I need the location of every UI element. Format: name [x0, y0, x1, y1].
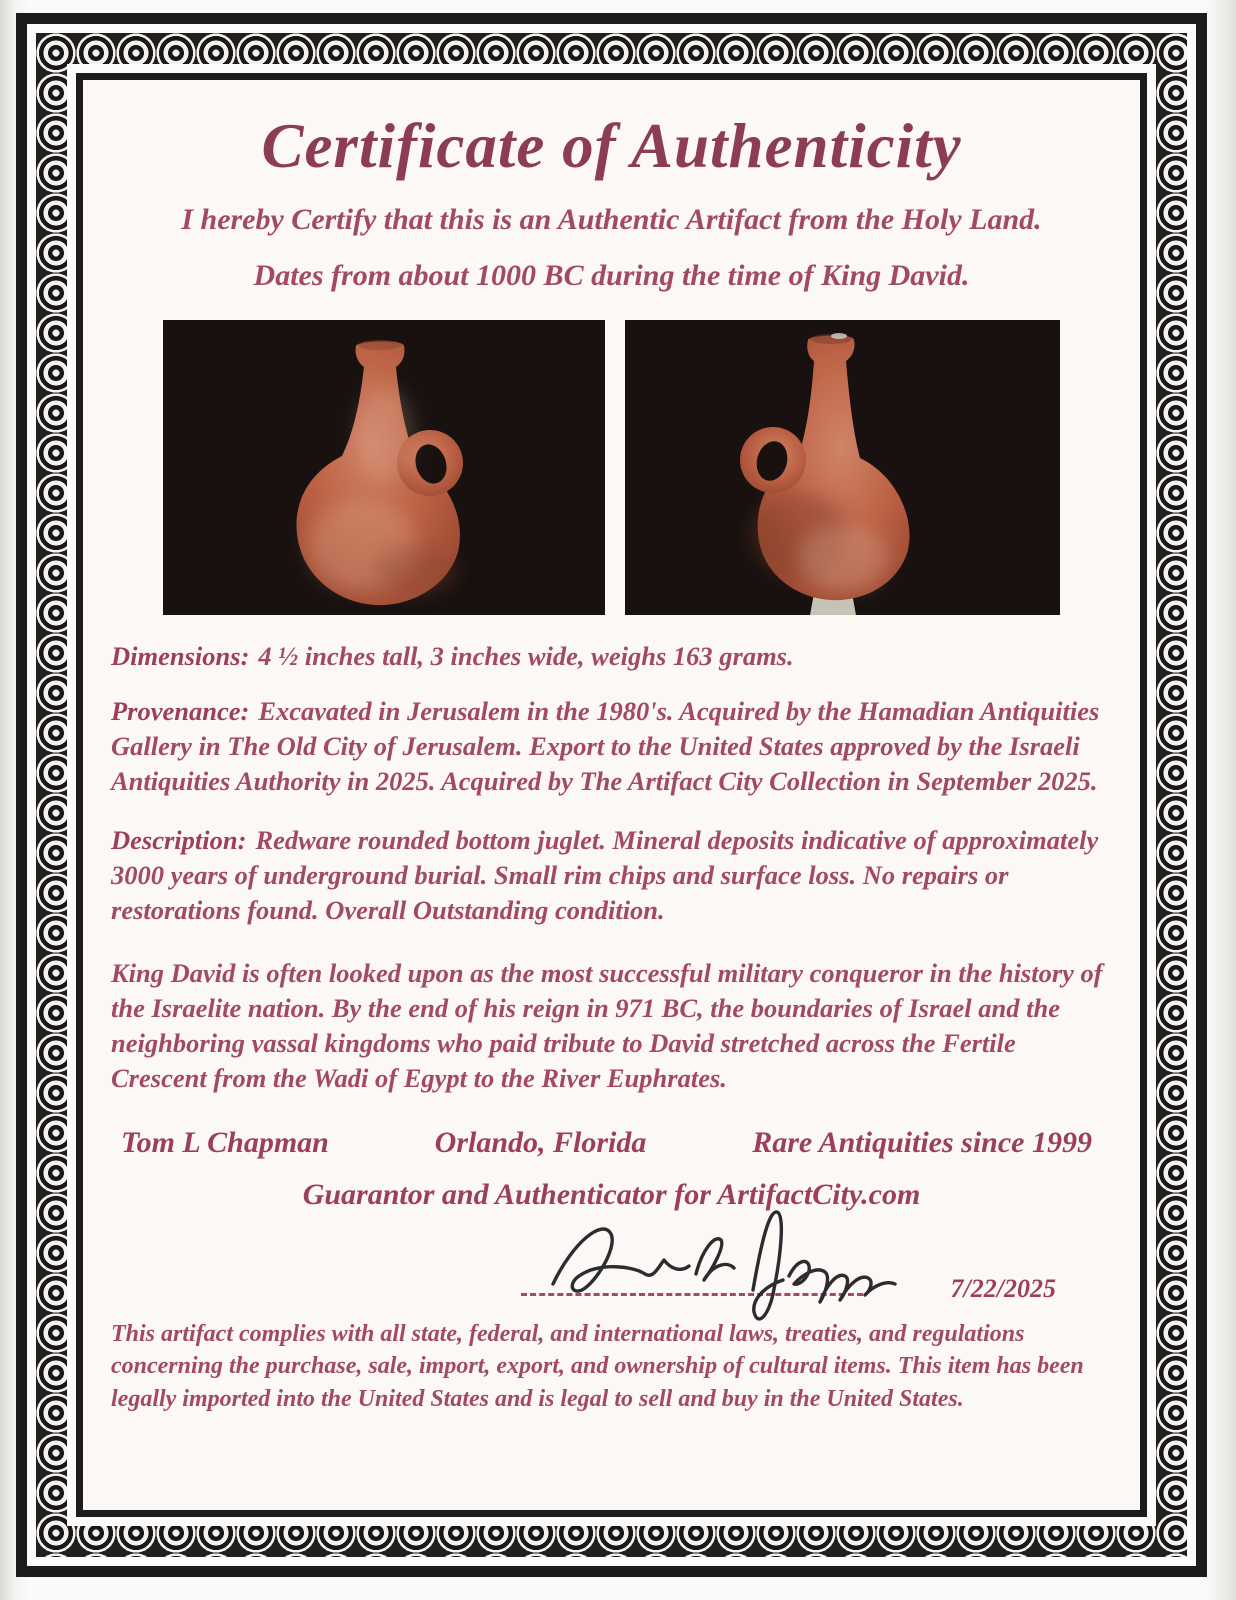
certificate-content: [83, 80, 1140, 1510]
surface-highlight: [357, 387, 413, 483]
legal-compliance-paragraph: This artifact complies with all state, federal, and international laws, treaties, and regulations concerning the purchase, sale, import, export, and ownership of cultural items. This item has been legally imported into the United States and is legal to sell and buy in the United States.: [111, 1320, 1084, 1412]
description-paragraph: [111, 823, 1112, 928]
signature-date: 7/22/2025: [950, 1273, 1056, 1303]
authenticator-row: [109, 1126, 1114, 1160]
description-text: Redware rounded bottom juglet. Mineral deposits indicative of approximately 3000 years of underground burial. Small rim chips and surface loss. No repairs or restorations found. Overall Outstanding condition.: [111, 824, 1099, 925]
signature-block: [109, 1212, 1114, 1316]
rim-opening: [358, 340, 402, 350]
certify-statement: I hereby Certify that this is an Authentic Artifact from the Holy Land.: [181, 203, 1042, 237]
handwritten-signature: [541, 1198, 941, 1328]
description-label: Description:: [111, 824, 247, 855]
provenance-text: Excavated in Jerusalem in the 1980's. Acquired by the Hamadian Antiquities Gallery in The Old City of Jerusalem. Export to the United States approved by the Israeli Antiquities Authority in 2025. Acquired by The Artifact City Collection in September 2025.: [111, 696, 1100, 796]
authenticator-tagline: Rare Antiquities since 1999: [752, 1125, 1092, 1159]
outer-border-frame: [16, 13, 1207, 1577]
dimensions-label: Dimensions:: [111, 641, 250, 672]
dating-statement: Dates from about 1000 BC during the time of King David.: [253, 259, 970, 293]
circle-pattern-border: [36, 33, 1187, 1557]
dimensions-paragraph: [111, 639, 1112, 674]
provenance-label: Provenance:: [111, 696, 250, 726]
certificate-title: Certificate of Authenticity: [261, 111, 962, 181]
mineral-deposit-patch: [798, 525, 888, 591]
shadow-patch: [375, 546, 455, 594]
king-david-paragraph: King David is often looked upon as the most successful military conqueror in the history of the Israelite nation. By the end of his reign in 971 BC, the boundaries of Israel and the neighboring vassal kingdoms who paid tribute to David stretched across the Fertile Crescent from the Wadi of Egypt to the River Euphrates.: [111, 957, 1103, 1093]
provenance-paragraph: [111, 694, 1112, 799]
authenticator-name: Tom L Chapman: [121, 1125, 329, 1159]
inner-border-frame: [76, 73, 1147, 1517]
rim-chip: [831, 333, 847, 339]
guarantor-line: Guarantor and Authenticator for ArtifactCity.com: [302, 1177, 921, 1211]
dimensions-text: 4 ½ inches tall, 3 inches wide, weighs 163 grams.: [258, 641, 794, 672]
authenticator-location: Orlando, Florida: [434, 1125, 647, 1159]
juglet-photo-front: [163, 320, 605, 615]
juglet-photo-back: [625, 320, 1060, 615]
artifact-photos-row: [109, 320, 1114, 615]
